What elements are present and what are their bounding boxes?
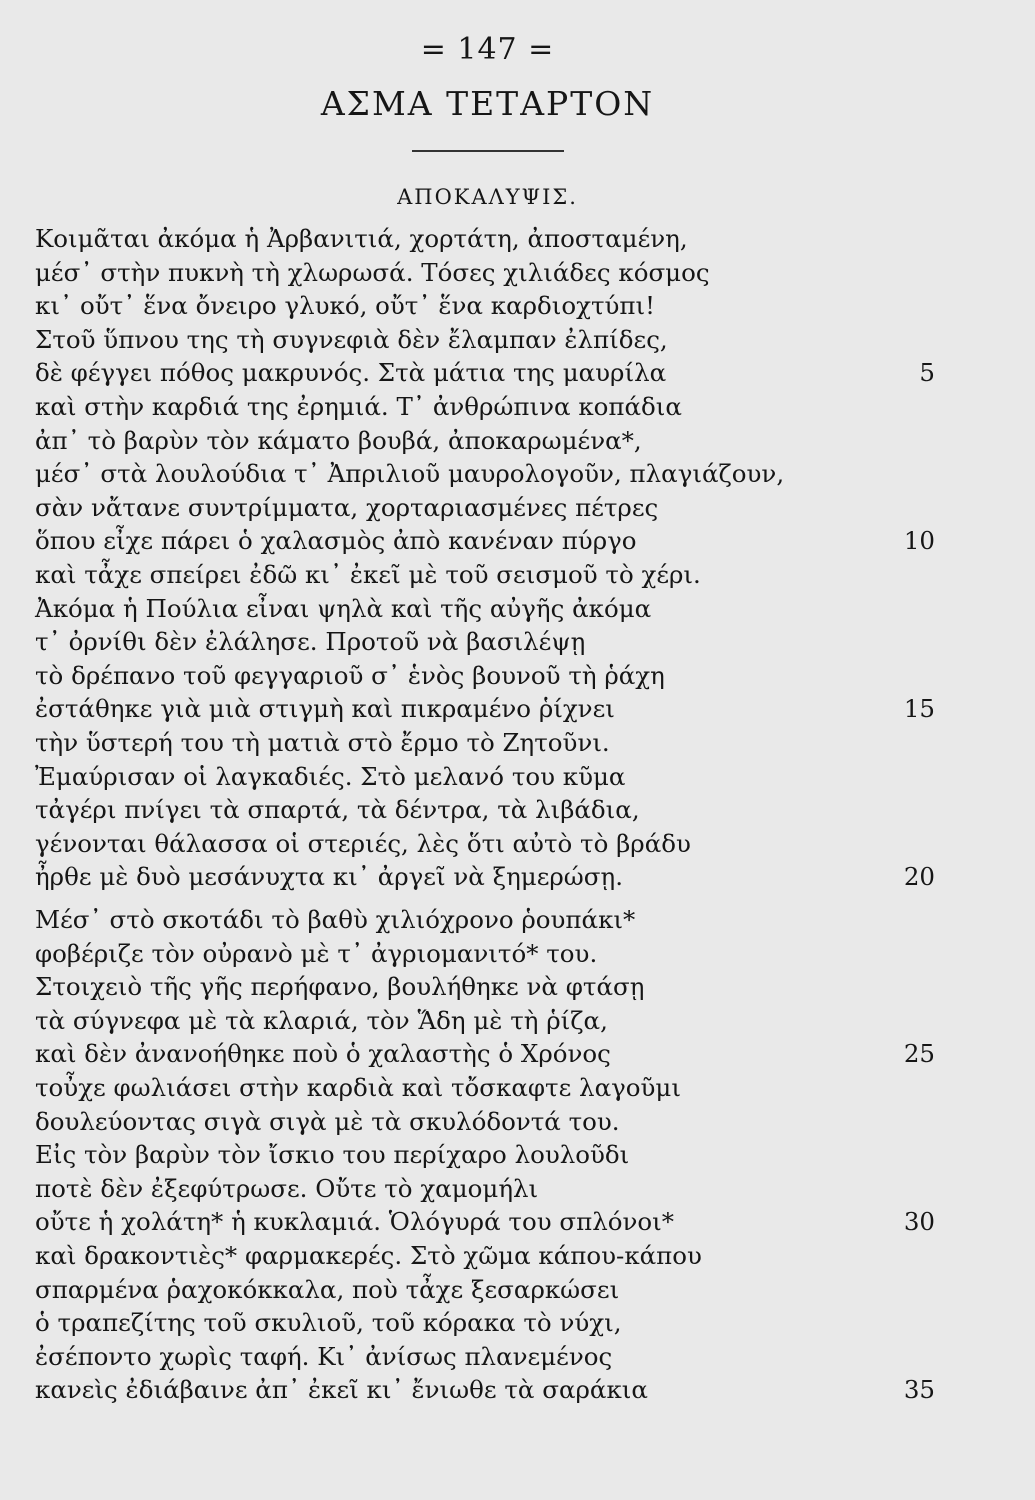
poem-line xyxy=(35,558,935,592)
chapter-title: ΑΣΜΑ ΤΕΤΑΡΤΟΝ xyxy=(320,84,655,123)
poem-line xyxy=(35,1004,935,1038)
poem-line-text: ποτὲ δὲν ἐξεφύτρωσε. Οὔτε τὸ χαμομήλι xyxy=(35,1173,539,1203)
poem-line xyxy=(35,1239,935,1273)
poem-line-text: οὔτε ἡ χολάτη* ἡ κυκλαμιά. Ὁλόγυρά του σπλόνοι* xyxy=(35,1207,674,1237)
poem-line xyxy=(35,860,935,894)
poem-line-text: Εἰς τὸν βαρὺν τὸν ἴσκιο του περίχαρο λουλοῦδι xyxy=(35,1140,630,1170)
poem-line xyxy=(35,222,935,256)
poem-line-text: Ἐμαύρισαν οἱ λαγκαδιές. Στὸ μελανό του κῦμα xyxy=(35,761,626,791)
line-number: 10 xyxy=(903,526,935,556)
poem-line-text: κανεὶς ἐδιάβαινε ἀπ᾽ ἐκεῖ κι᾽ ἔνιωθε τὰ σαράκια xyxy=(35,1375,648,1405)
poem-line-text: δουλεύοντας σιγὰ σιγὰ μὲ τὰ σκυλόδοντά του. xyxy=(35,1106,620,1136)
line-number: 30 xyxy=(903,1207,935,1237)
poem-line-text: σὰν νἄτανε συντρίμματα, χορταριασμένες πέτρες xyxy=(35,492,659,522)
poem-line-text: τ᾽ ὀρνίθι δὲν ἐλάλησε. Προτοῦ νὰ βασιλέψῃ xyxy=(35,627,586,657)
poem-line xyxy=(35,356,935,390)
poem-line-text: ἀπ᾽ τὸ βαρὺν τὸν κάματο βουβά, ἀποκαρωμένα*, xyxy=(35,425,642,455)
poem-line xyxy=(35,760,935,794)
stanza-1 xyxy=(35,222,935,894)
poem-line-text: ἐσέποντο χωρὶς ταφή. Κι᾽ ἀνίσως πλανεμένος xyxy=(35,1341,613,1371)
poem-line xyxy=(35,323,935,357)
line-number: 15 xyxy=(903,694,935,724)
poem-line-text: δὲ φέγγει πόθος μακρυνός. Στὰ μάτια της μαυρίλα xyxy=(35,358,667,388)
stanza-2 xyxy=(35,903,935,1407)
poem-line-text: σπαρμένα ῥαχοκόκκαλα, ποὺ τἆχε ξεσαρκώσει xyxy=(35,1274,620,1304)
poem-line-text: καὶ δὲν ἀνανοήθηκε ποὺ ὁ χαλαστὴς ὁ Χρόνος xyxy=(35,1039,611,1069)
poem-line-text: καὶ τἆχε σπείρει ἐδῶ κι᾽ ἐκεῖ μὲ τοῦ σεισμοῦ τὸ χέρι. xyxy=(35,559,701,589)
title-divider xyxy=(412,150,564,152)
poem-line-text: φοβέριζε τὸν οὐρανὸ μὲ τ᾽ ἀγριομανιτό* του. xyxy=(35,938,598,968)
poem-line xyxy=(35,625,935,659)
poem-line xyxy=(35,289,935,323)
page-number: = 147 = xyxy=(420,32,555,67)
poem-line xyxy=(35,1273,935,1307)
line-number: 25 xyxy=(903,1039,935,1069)
line-number: 20 xyxy=(903,862,935,892)
poem-line xyxy=(35,827,935,861)
poem-line xyxy=(35,592,935,626)
poem-line xyxy=(35,1138,935,1172)
poem-line xyxy=(35,970,935,1004)
poem-line-text: ὅπου εἶχε πάρει ὁ χαλασμὸς ἀπὸ κανέναν πύργο xyxy=(35,526,637,556)
line-number: 5 xyxy=(919,358,935,388)
poem-line-text: ἦρθε μὲ δυὸ μεσάνυχτα κι᾽ ἀργεῖ νὰ ξημερώσῃ. xyxy=(35,862,623,892)
poem-line xyxy=(35,1373,935,1407)
poem-line xyxy=(35,692,935,726)
poem-line xyxy=(35,424,935,458)
poem-line-text: τἀγέρι πνίγει τὰ σπαρτά, τὰ δέντρα, τὰ λιβάδια, xyxy=(35,795,640,825)
poem-line xyxy=(35,726,935,760)
poem-line xyxy=(35,793,935,827)
poem-line xyxy=(35,1205,935,1239)
poem-line-text: ὁ τραπεζίτης τοῦ σκυλιοῦ, τοῦ κόρακα τὸ νύχι, xyxy=(35,1308,622,1338)
poem-line-text: Στοῦ ὕπνου της τὴ συγνεφιὰ δὲν ἔλαμπαν ἐλπίδες, xyxy=(35,324,668,354)
poem-line xyxy=(35,524,935,558)
poem-line xyxy=(35,390,935,424)
poem-line xyxy=(35,1306,935,1340)
poem-line-text: καὶ στὴν καρδιά της ἐρημιά. Τ᾽ ἀνθρώπινα κοπάδια xyxy=(35,391,682,421)
poem-line-text: μέσ᾽ στὴν πυκνὴ τὴ χλωρωσά. Τόσες χιλιάδες κόσμος xyxy=(35,257,710,287)
poem-line-text: τὴν ὕστερή του τὴ ματιὰ στὸ ἔρμο τὸ Ζητοῦνι. xyxy=(35,727,610,757)
poem-line-text: τοὖχε φωλιάσει στὴν καρδιὰ καὶ τὄσκαφτε λαγοῦμι xyxy=(35,1072,681,1102)
poem-line-text: τὰ σύγνεφα μὲ τὰ κλαριά, τὸν Ἅδη μὲ τὴ ῥίζα, xyxy=(35,1005,608,1035)
poem-line-text: κι᾽ οὔτ᾽ ἕνα ὄνειρο γλυκό, οὔτ᾽ ἕνα καρδιοχτύπι! xyxy=(35,291,655,321)
poem-line-text: Ἀκόμα ἡ Πούλια εἶναι ψηλὰ καὶ τῆς αὐγῆς ἀκόμα xyxy=(35,593,652,623)
line-number: 35 xyxy=(903,1375,935,1405)
poem-line-text: Στοιχειὸ τῆς γῆς περήφανο, βουλήθηκε νὰ φτάσῃ xyxy=(35,972,645,1002)
poem-line xyxy=(35,1105,935,1139)
poem-line-text: τὸ δρέπανο τοῦ φεγγαριοῦ σ᾽ ἑνὸς βουνοῦ τὴ ῥάχη xyxy=(35,660,665,690)
poem-line xyxy=(35,903,935,937)
poem-line-text: γένονται θάλασσα οἱ στεριές, λὲς ὅτι αὐτὸ τὸ βράδυ xyxy=(35,828,691,858)
poem-line xyxy=(35,1037,935,1071)
section-title: ΑΠΟΚΑΛΥΨΙΣ. xyxy=(397,185,578,209)
poem-line-text: καὶ δρακοντιὲς* φαρμακερές. Στὸ χῶμα κάπου-κάπου xyxy=(35,1240,702,1270)
poem-line xyxy=(35,1172,935,1206)
poem-line xyxy=(35,491,935,525)
poem-line xyxy=(35,937,935,971)
poem-line xyxy=(35,457,935,491)
poem-line-text: Μέσ᾽ στὸ σκοτάδι τὸ βαθὺ χιλιόχρονο ῥουπάκι* xyxy=(35,905,636,934)
poem-line xyxy=(35,1071,935,1105)
poem-line-text: μέσ᾽ στὰ λουλούδια τ᾽ Ἀπριλιοῦ μαυρολογοῦν, πλαγιάζουν, xyxy=(35,459,785,489)
poem-line-text: Κοιμᾶται ἀκόμα ἡ Ἀρβανιτιά, χορτάτη, ἀποσταμένη, xyxy=(35,224,688,253)
poem-line xyxy=(35,659,935,693)
poem-line xyxy=(35,1340,935,1374)
poem-line-text: ἐστάθηκε γιὰ μιὰ στιγμὴ καὶ πικραμένο ῥίχνει xyxy=(35,694,615,724)
poem-line xyxy=(35,256,935,290)
